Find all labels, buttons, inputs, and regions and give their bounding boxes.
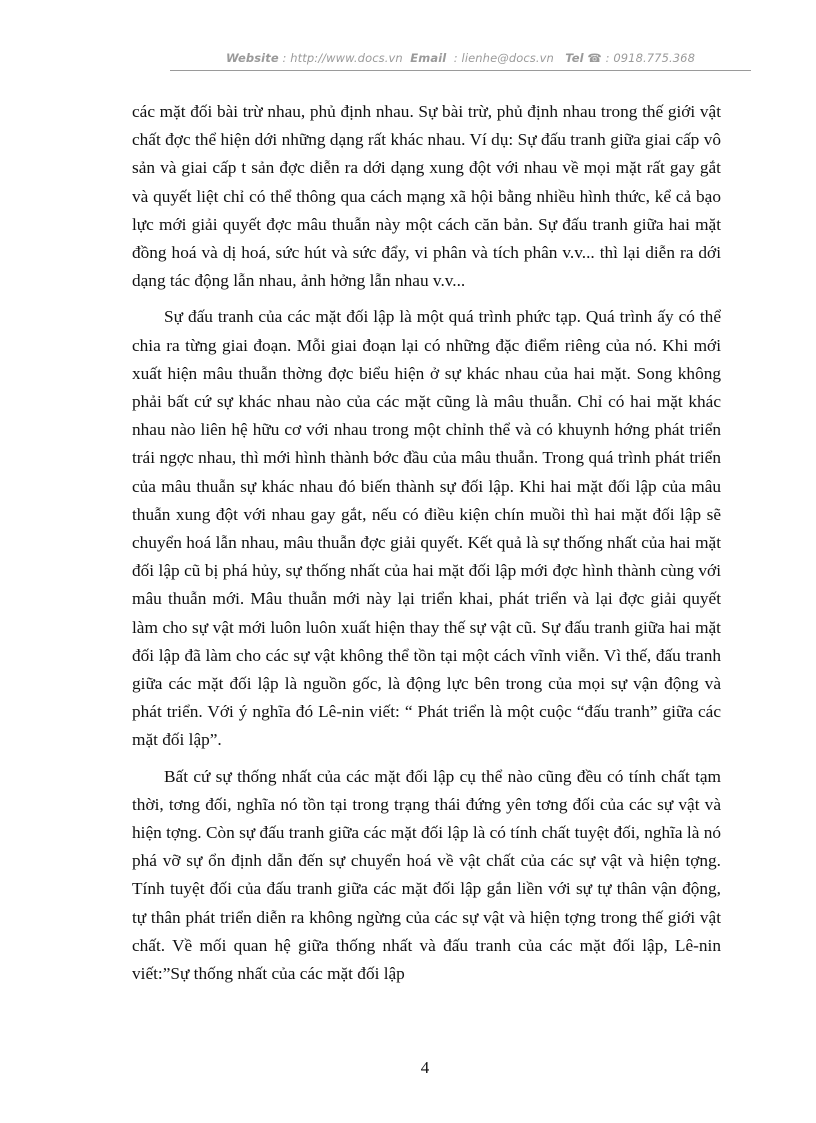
page-number: 4	[420, 1058, 430, 1077]
email-label: Email	[410, 51, 447, 65]
paragraph-2: Sự đấu tranh của các mặt đối lập là một quá trình phức tạp. Quá trình ấy có thể chia ra từng giai đoạn. Mỗi giai đoạn lại có những đặc điểm riêng của nó. Khi mới xuất hiện mâu thuẫn thờng đợc biểu hiện ở sự khác nhau của hai mặt. Song không phải bất cứ sự khác nhau nào của các mặt cũng là mâu thuẫn. Chỉ có hai mặt khác nhau nào liên hệ hữu cơ với nhau trong một chỉnh thể và có khuynh hớng phát triển trái ngợc nhau, thì mới hình thành bớc đầu của mâu thuẫn. Trong quá trình phát triển của mâu thuẫn sự khác nhau đó biến thành sự đối lập. Khi hai mặt đối lập của mâu thuẫn xung đột với nhau gay gắt, nếu có điều kiện chín muồi thì hai mặt đối lập sẽ chuyển hoá lẫn nhau, mâu thuẫn đợc giải quyết. Kết quả là sự thống nhất của hai mặt đối lập cũ bị phá hủy, sự thống nhất của hai mặt đối lập mới đợc hình thành cùng với mâu thuẫn mới. Mâu thuẫn mới này lại triển khai, phát triển và lại đợc giải quyết làm cho sự vật mới luôn luôn xuất hiện thay thế sự vật cũ. Sự đấu tranh giữa hai mặt đối lập đã làm cho các sự vật không thể tồn tại một cách vĩnh viễn. Vì thế, đấu tranh giữa các mặt đối lập là nguồn gốc, là động lực bên trong của mọi sự vận động và phát triển. Với ý nghĩa đó Lê-nin viết: “ Phát triển là một cuộc “đấu tranh” giữa các mặt đối lập”.	[132, 307, 721, 750]
website-label: Website	[225, 51, 279, 65]
website-value: : http://www.docs.vn	[282, 51, 403, 65]
page-header	[170, 51, 751, 65]
tel-label: Tel	[565, 51, 584, 65]
paragraph-1: các mặt đối bài trừ nhau, phủ định nhau. Sự bài trừ, phủ định nhau trong thế giới vật chất đợc thể hiện dới những dạng rất khác nhau. Ví dụ: Sự đấu tranh giữa giai cấp vô sản và giai cấp t sản đợc diễn ra dới dạng xung đột với nhau về mọi mặt rất gay gắt và quyết liệt chỉ có thể thông qua cách mạng xã hội bằng nhiều hình thức, kể cả bạo lực mới giải quyết đợc mâu thuẫn này một cách căn bản. Sự đấu tranh giữa hai mặt đồng hoá và dị hoá, sức hút và sức đẩy, vi phân và tích phân v.v... thì lại diễn ra dới dạng tác động lẫn nhau, ảnh hởng lẫn nhau v.v...	[132, 102, 721, 291]
body-text	[132, 98, 721, 996]
paragraph-3: Bất cứ sự thống nhất của các mặt đối lập cụ thể nào cũng đều có tính chất tạm thời, tơng đối, nghĩa nó tồn tại trong trạng thái đứng yên tơng đối của các sự vật và hiện tợng. Còn sự đấu tranh giữa các mặt đối lập là có tính chất tuyệt đối, nghĩa là nó phá vỡ sự ổn định dẫn đến sự chuyển hoá về vật chất của các sự vật và hiện tợng. Tính tuyệt đối của đấu tranh giữa các mặt đối lập gắn liền với sự tự thân vận động, tự thân phát triển diễn ra không ngừng của các sự vật và hiện tợng trong thế giới vật chất. Về mối quan hệ giữa thống nhất và đấu tranh của các mặt đối lập, Lê-nin viết:”Sự thống nhất của các mặt đối lập	[132, 766, 721, 984]
tel-value: : 0918.775.368	[605, 51, 696, 65]
email-value: : lienhe@docs.vn	[453, 51, 554, 65]
telephone-icon: ☎	[587, 51, 602, 65]
header-rule	[170, 70, 751, 71]
